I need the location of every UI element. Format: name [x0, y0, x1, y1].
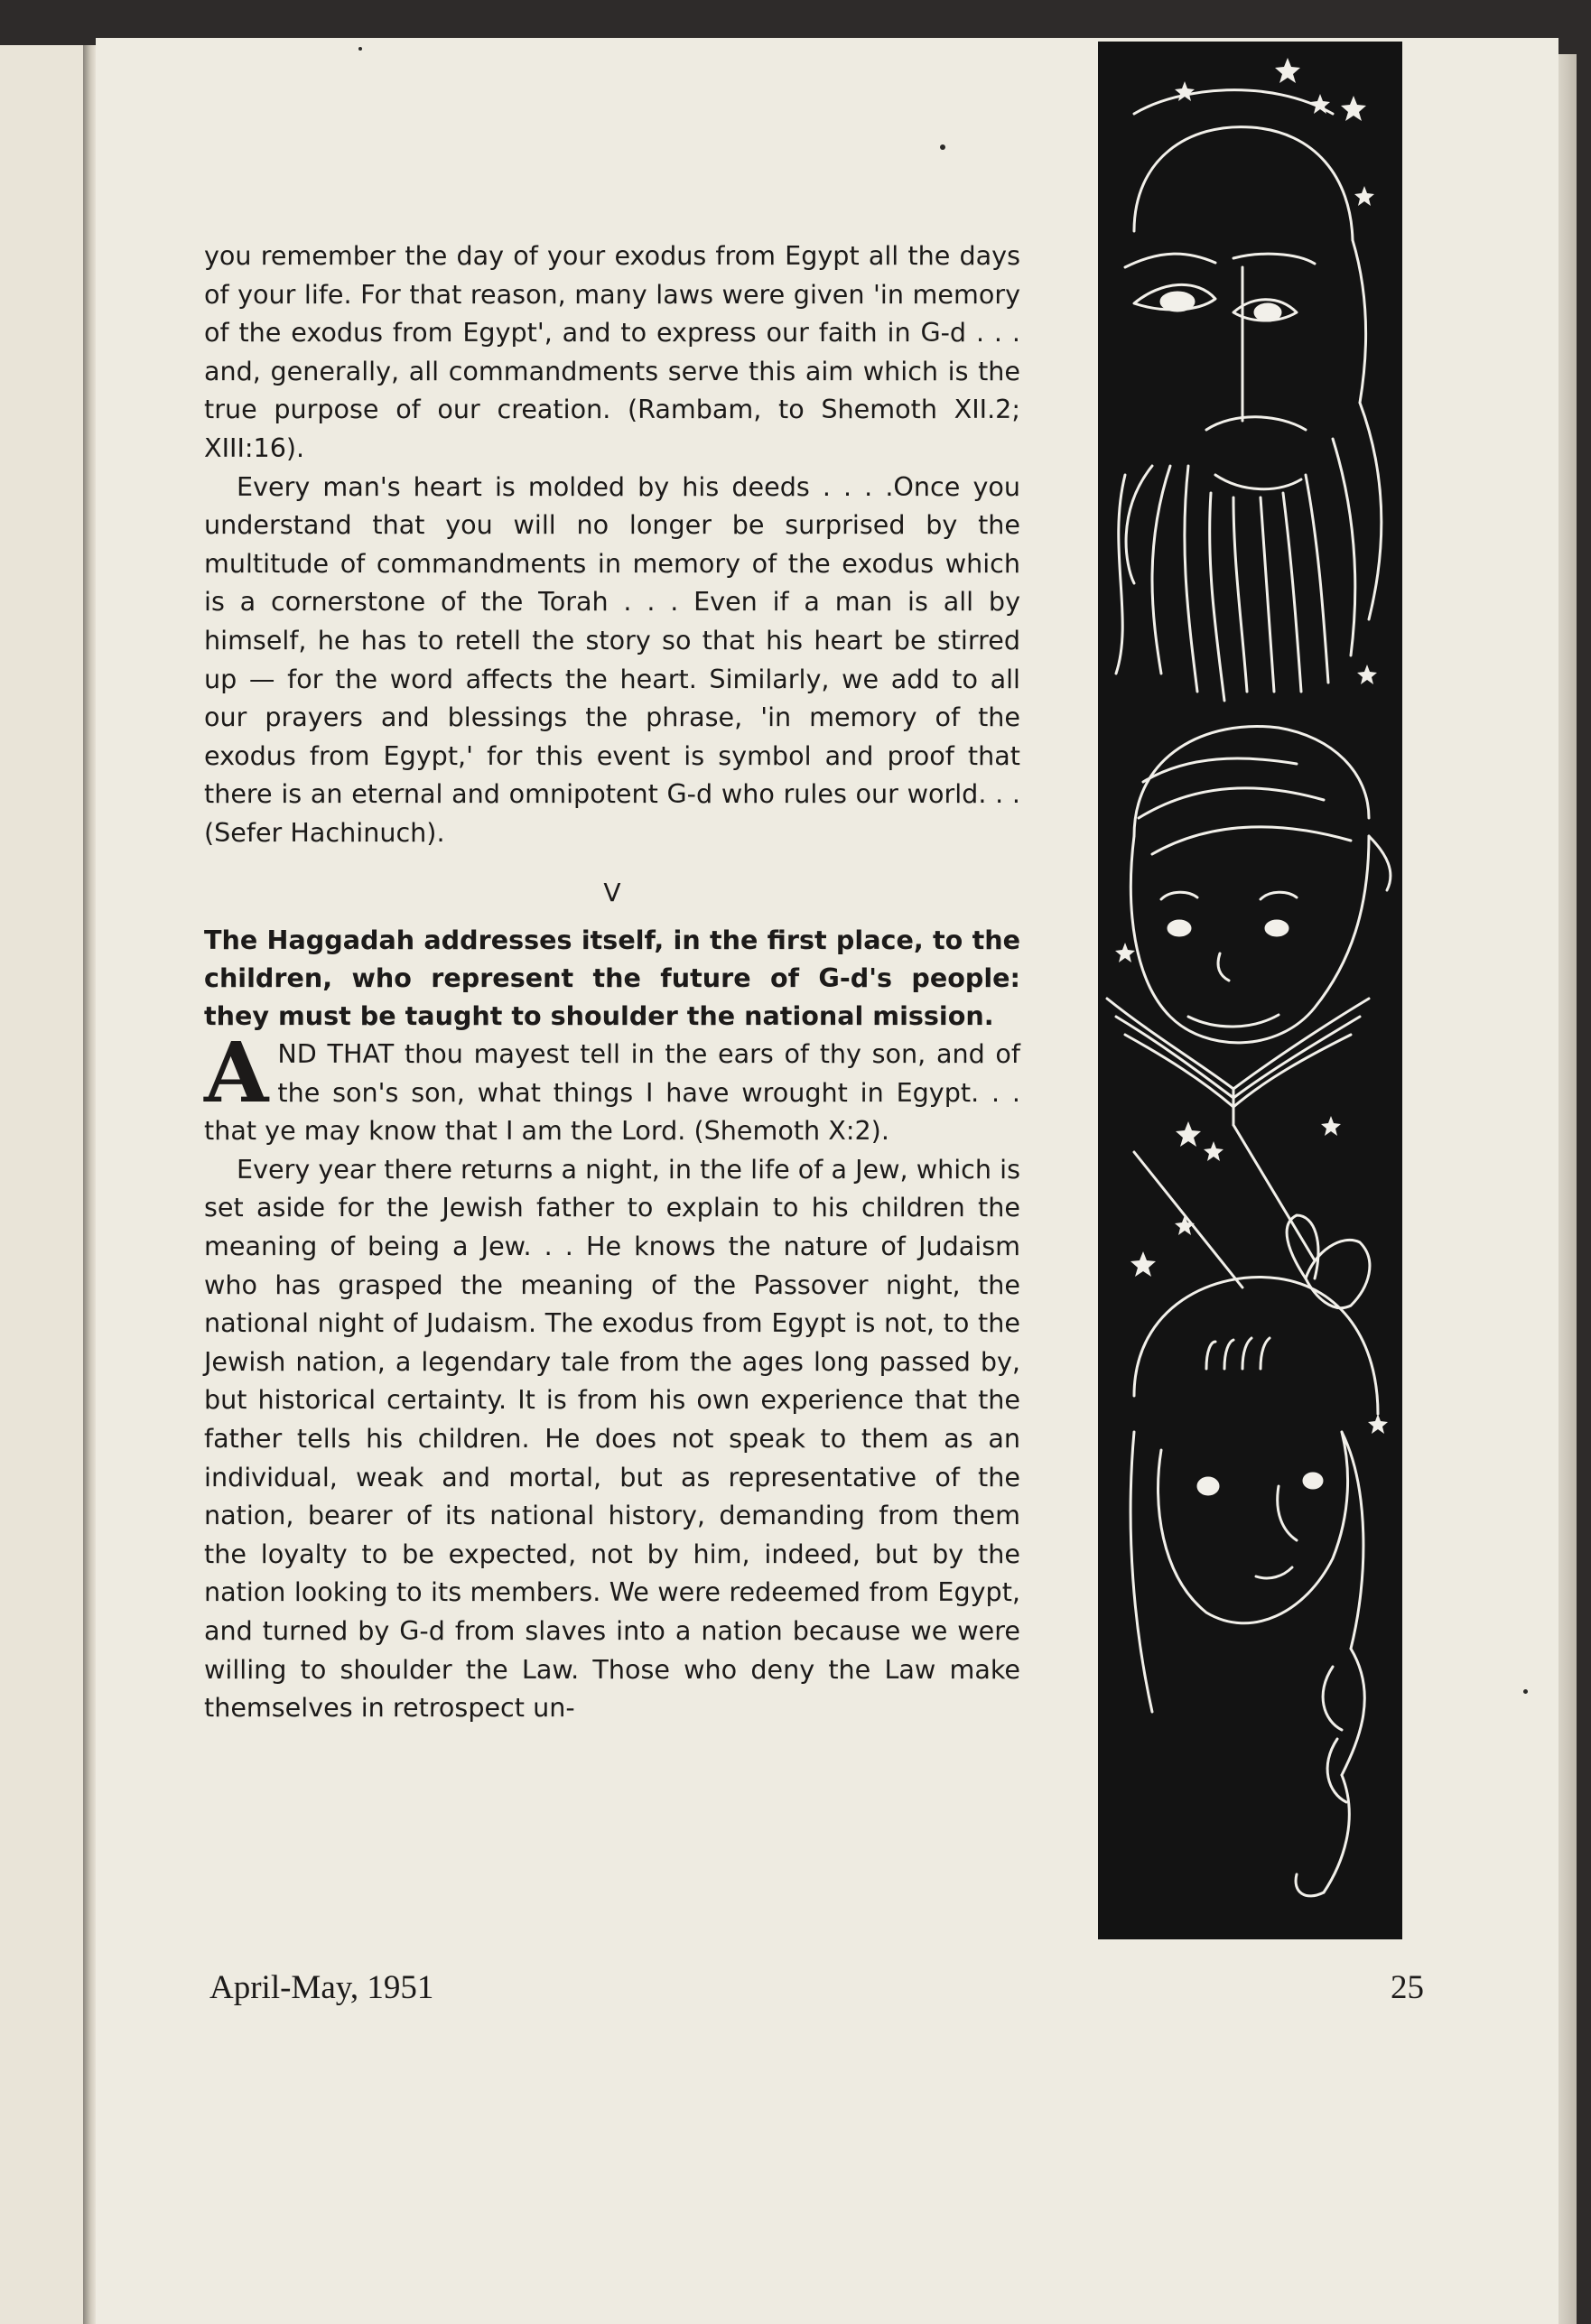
article-text-column [204, 237, 1020, 1727]
body-paragraph-1: you remember the day of your exodus from Egypt all the days of your life. For that reason, many laws were given 'in memory of the exodus from Egypt', and to express our faith in G-d . . . and, generally, all commandments serve this aim which is the true purpose of our creation. (Rambam, to Shemoth XII.2; XIII:16). [204, 240, 1020, 463]
drop-cap: A [204, 1024, 269, 1122]
scripture-quote [204, 1024, 1020, 1150]
body-paragraph-2: Every man's heart is molded by his deeds . . . .Once you understand that you will no longer be surprised by the multitude of commandments in memory of the exodus which is a cornerstone of the Torah . . . Even if a man is all by himself, he has to retell the story so that his heart be stirred up — for the word affects the heart. Similarly, we add to all our prayers and blessings the phrase, 'in memory of the exodus from Egypt,' for this event is symbol and proof that there is an eternal and omnipotent G-d who rules our world. . . (Sefer Hachinuch). [204, 470, 1020, 848]
page-number: 25 [1391, 1969, 1424, 2006]
section-lead: The Haggadah addresses itself, in the first place, to the children, who represent the future of G-d's people: they must be taught to shoulder the national mission. [204, 925, 1020, 1032]
section-number: V [603, 877, 621, 907]
star-icon-group [1115, 58, 1388, 1434]
paper-speck [1523, 1689, 1528, 1694]
illustration-drawing [1098, 42, 1402, 1939]
book-gutter [83, 45, 96, 2324]
facing-page-edge [0, 45, 83, 2324]
paper-speck [358, 47, 362, 51]
scripture-quote-text: ND THAT thou mayest tell in the ears of thy son, and of the son's son, what things I have wrought in Egypt. . . that ye may know that I am the Lord. (Shemoth X:2). [204, 1038, 1020, 1147]
paper-speck [940, 144, 945, 150]
page-stack-edge [1558, 54, 1577, 2324]
woodcut-illustration [1098, 42, 1402, 1939]
body-paragraph-3: Every year there returns a night, in the life of a Jew, which is set aside for the Jewish father to explain to his children the meaning of being a Jew. . . He knows the nature of Judaism who has grasped the meaning of the Passover night, the national night of Judaism. The exodus from Egypt is not, to the Jewish nation, a legendary tale from the ages long passed by, but historical certainty. It is from his own experience that the father tells his children. He does not speak to them as an individual, weak and mortal, but as representative of the nation, bearer of its national history, demanding from them the loyalty to be expected, not by him, indeed, but by the nation looking to its members. We were redeemed from Egypt, and turned by G-d from slaves into a nation because we were willing to shoulder the Law. Those who deny the Law make themselves in retrospect un- [204, 1153, 1020, 1724]
issue-date: April-May, 1951 [209, 1969, 434, 2006]
